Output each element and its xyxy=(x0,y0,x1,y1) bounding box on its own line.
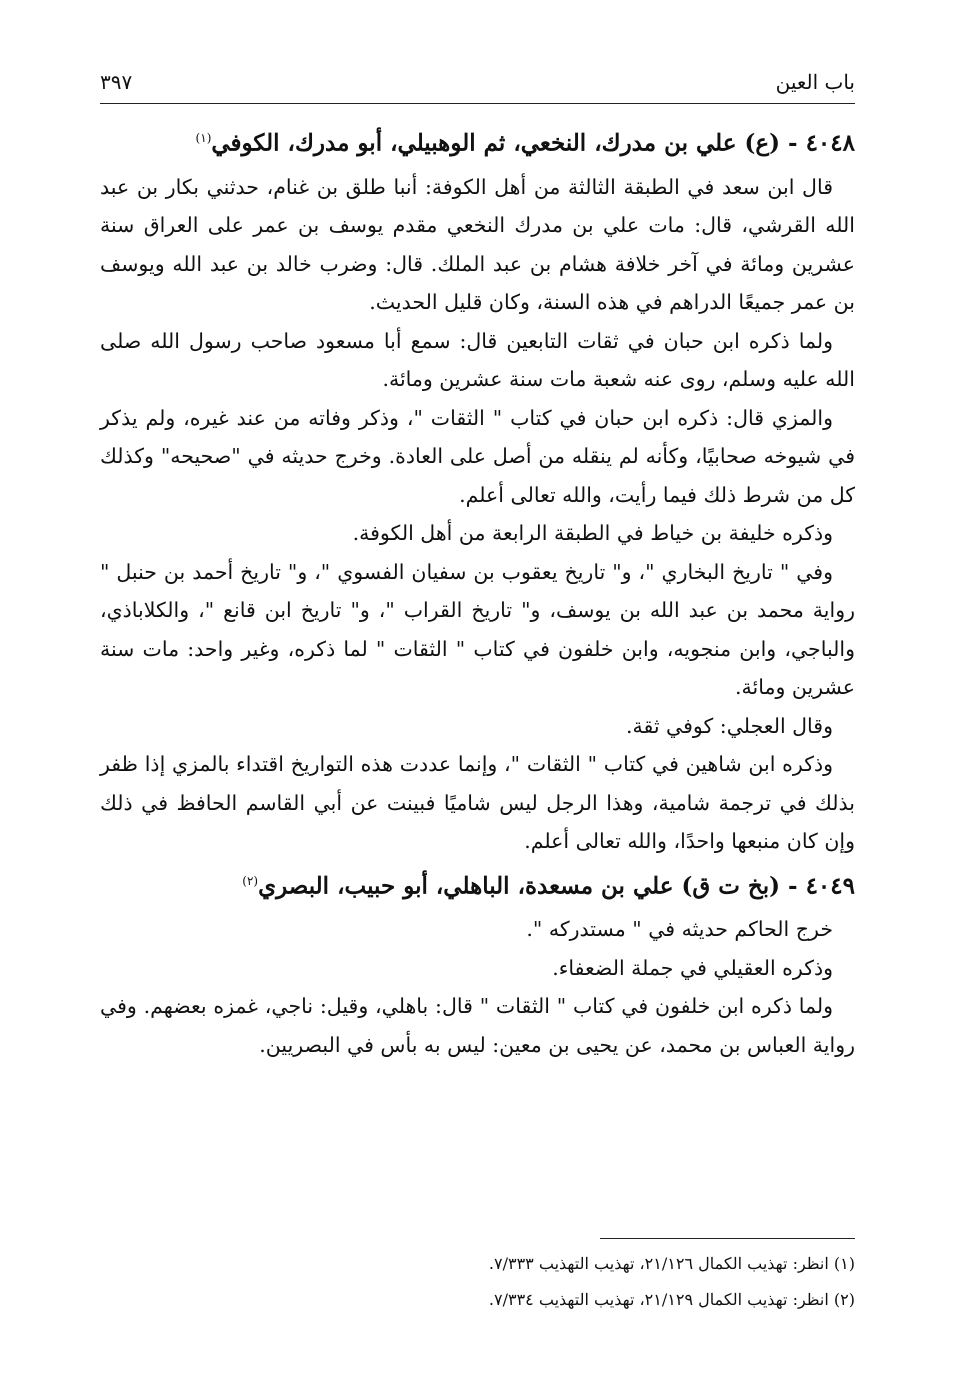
paragraph: قال ابن سعد في الطبقة الثالثة من أهل الكوفة: أنبا طلق بن غنام، حدثني بكار بن عبد الله القرشي، قال: مات علي بن مدرك النخعي مقدم يوسف بن عمر على العراق سنة عشرين ومائة في آخر خلافة هشام بن عبد الملك. قال: وضرب خالد بن عبد الله ويوسف بن عمر جميعًا الدراهم في هذه السنة، وكان قليل الحديث. xyxy=(100,174,855,315)
chapter-title: باب العين xyxy=(775,70,855,94)
paragraph: وقال العجلي: كوفي ثقة. xyxy=(625,713,833,738)
footnote-divider xyxy=(600,1238,855,1239)
paragraph: وذكره العقيلي في جملة الضعفاء. xyxy=(552,955,833,980)
entry-title: ٤٠٤٨ - (ع) علي بن مدرك، النخعي، ثم الوهبيلي، أبو مدرك، الكوفي$^{(١)}$ xyxy=(195,129,855,157)
entry-4049 xyxy=(100,861,855,1065)
paragraph: والمزي قال: ذكره ابن حبان في كتاب " الثقات "، وذكر وفاته من عند غيره، ولم يذكر في شيوخه صحابيًا، وكأنه لم ينقله من أصل على العادة. وخرج حديثه في "صحيحه" وكذلك كل من شرط ذلك فيما رأيت، والله تعالى أعلم. xyxy=(100,405,855,507)
footnote-ref: (٢) xyxy=(242,873,259,888)
paragraph: وذكره ابن شاهين في كتاب " الثقات "، وإنما عددت هذه التواريخ اقتداء بالمزي إذا ظفر بذلك في ترجمة شامية، وهذا الرجل ليس شاميًا فبينت عن أبي القاسم الحافظ في ذلك وإن كان منبعها واحدًا، والله تعالى أعلم. xyxy=(100,752,855,854)
page-number: ٣٩٧ xyxy=(100,70,133,94)
entry-title: ٤٠٤٩ - (بخ ت ق) علي بن مسعدة، الباهلي، أبو حبيب، البصري$^{(٢)}$ xyxy=(242,872,855,900)
footnote: (٢) انظر: تهذيب الكمال ٢١/١٢٩، تهذيب التهذيب ٧/٣٣٤. xyxy=(488,1290,855,1309)
footnote-ref: (١) xyxy=(195,131,212,145)
entry-4048 xyxy=(100,118,855,861)
paragraph: خرج الحاكم حديثه في " مستدركه ". xyxy=(526,917,833,942)
paragraph: ولما ذكره ابن حبان في ثقات التابعين قال: سمع أبا مسعود صاحب رسول الله صلى الله عليه وسلم، روى عنه شعبة مات سنة عشرين ومائة. xyxy=(100,328,855,392)
paragraph: ولما ذكره ابن خلفون في كتاب " الثقات " قال: باهلي، وقيل: ناجي، غمزه بعضهم. وفي رواية العباس بن محمد، عن يحيى بن معين: ليس به بأس في البصريين. xyxy=(100,994,855,1057)
header-divider xyxy=(100,103,855,104)
paragraph: وذكره خليفة بن خياط في الطبقة الرابعة من أهل الكوفة. xyxy=(352,521,833,546)
page-header xyxy=(100,62,855,102)
page-body xyxy=(100,118,855,1064)
paragraph: وفي " تاريخ البخاري "، و" تاريخ يعقوب بن سفيان الفسوي "، و" تاريخ أحمد بن حنبل " رواية محمد بن عبد الله بن يوسف، و" تاريخ القراب "، و" تاريخ ابن قانع "، والكلاباذي، والباجي، وابن منجويه، وابن خلفون في كتاب " الثقات " لما ذكره، وغير واحد: مات سنة عشرين ومائة. xyxy=(100,559,855,700)
footnote: (١) انظر: تهذيب الكمال ٢١/١٢٦، تهذيب التهذيب ٧/٣٣٣. xyxy=(488,1254,855,1273)
footnotes xyxy=(100,1246,855,1318)
